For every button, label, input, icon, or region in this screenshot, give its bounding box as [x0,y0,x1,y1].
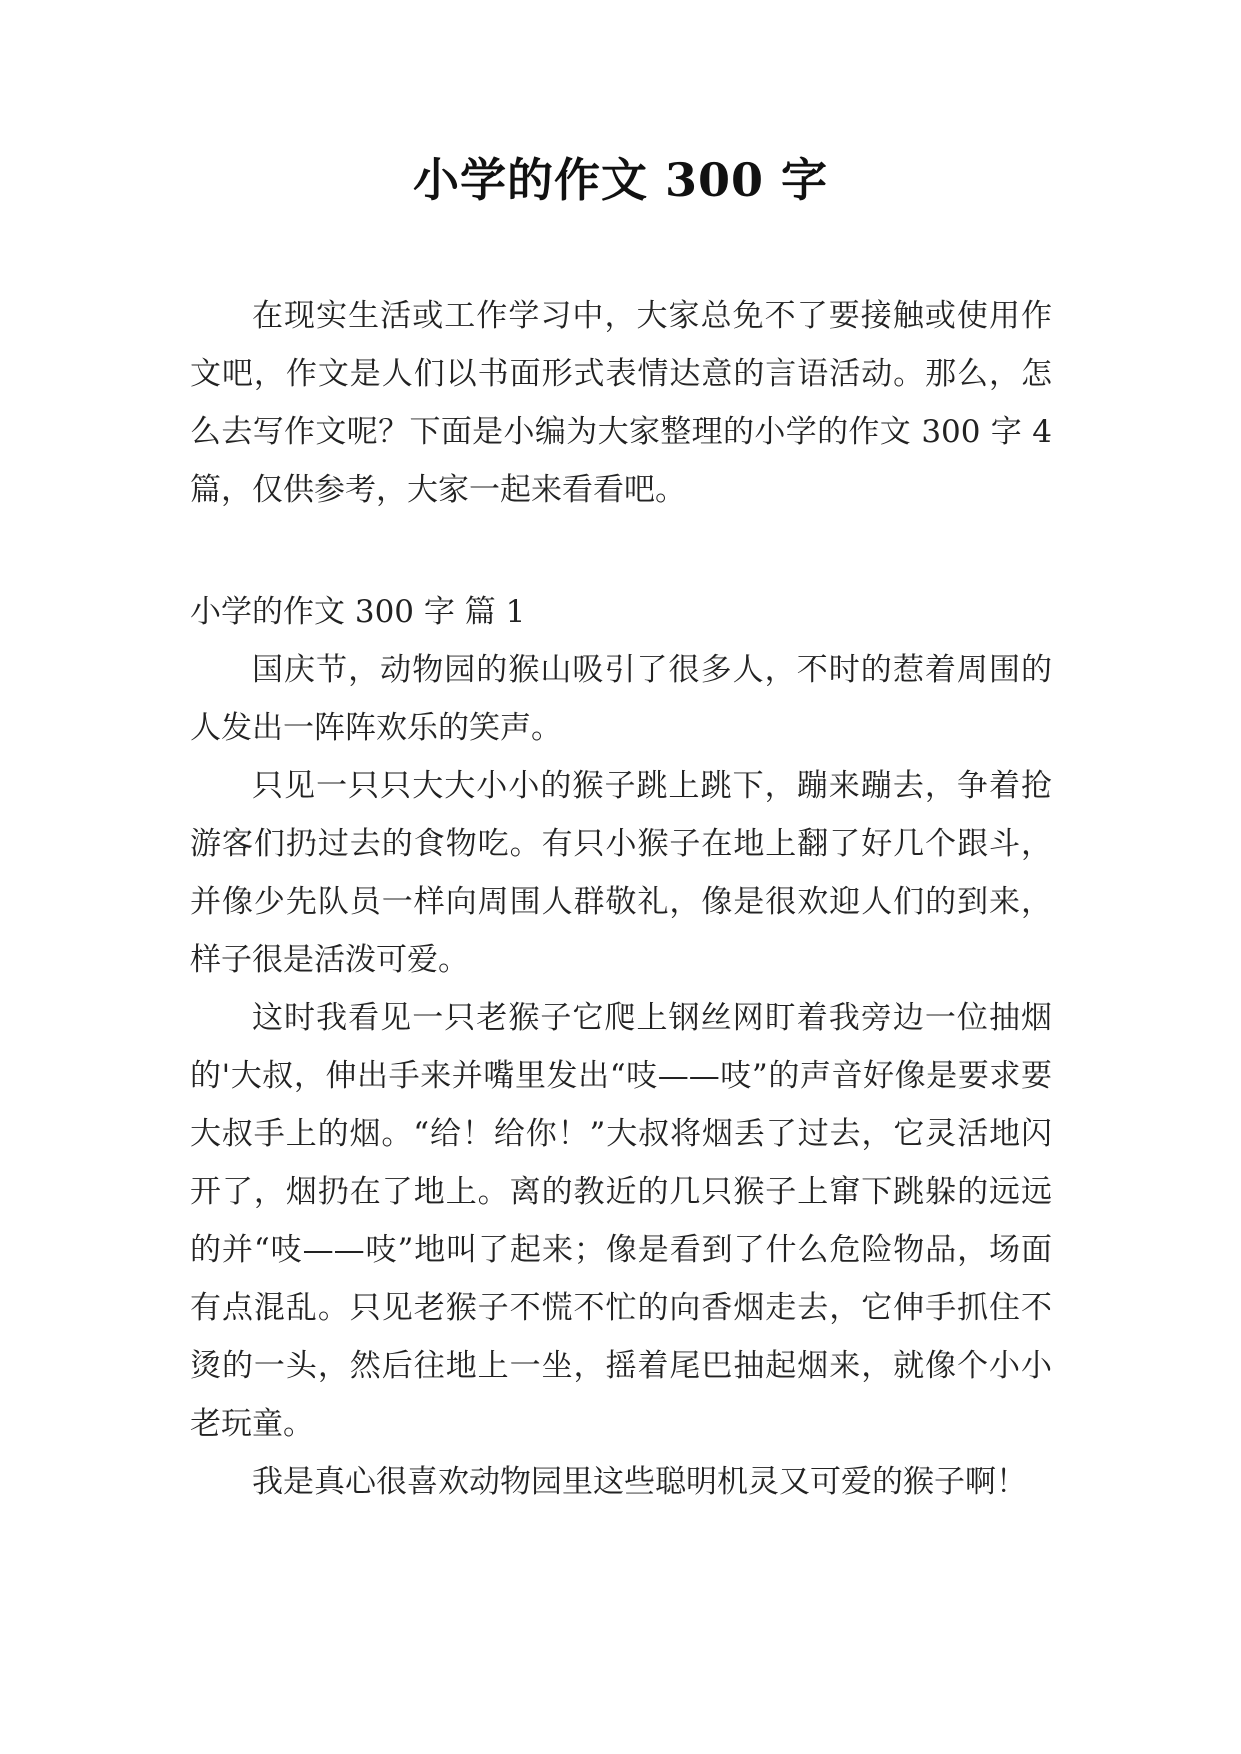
document-title: 小学的作文 300 字 [412,153,829,207]
essay-paragraph-1: 国庆节，动物园的猴山吸引了很多人，不时的惹着周围的人发出一阵阵欢乐的笑声。 [190,652,1052,746]
essay-paragraph-4: 我是真心很喜欢动物园里这些聪明机灵又可爱的猴子啊！ [252,1464,1027,1500]
section-heading: 小学的作文 300 字 篇 1 [190,594,526,630]
essay-paragraph-2: 只见一只只大大小小的猴子跳上跳下，蹦来蹦去，争着抢游客们扔过去的食物吃。有只小猴子在地上翻了好几个跟斗，并像少先队员一样向周围人群敬礼，像是很欢迎人们的到来，样子很是活泼可爱。 [190,768,1052,978]
essay-body [190,641,1052,1511]
intro-block [190,287,1052,519]
intro-paragraph: 在现实生活或工作学习中，大家总免不了要接触或使用作文吧，作文是人们以书面形式表情达意的言语活动。那么，怎么去写作文呢？下面是小编为大家整理的小学的作文 300 字 4 篇，仅供参考，大家一起来看看吧。 [190,298,1052,508]
essay-paragraph-3: 这时我看见一只老猴子它爬上钢丝网盯着我旁边一位抽烟的'大叔，伸出手来并嘴里发出“吱——吱”的声音好像是要求要大叔手上的烟。“给！给你！”大叔将烟丢了过去，它灵活地闪开了，烟扔在了地上。离的教近的几只猴子上窜下跳躲的远远的并“吱——吱”地叫了起来；像是看到了什么危险物品，场面有点混乱。只见老猴子不慌不忙的向香烟走去，它伸手抓住不烫的一头，然后往地上一坐，摇着尾巴抽起烟来，就像个小小老玩童。 [190,1000,1052,1442]
